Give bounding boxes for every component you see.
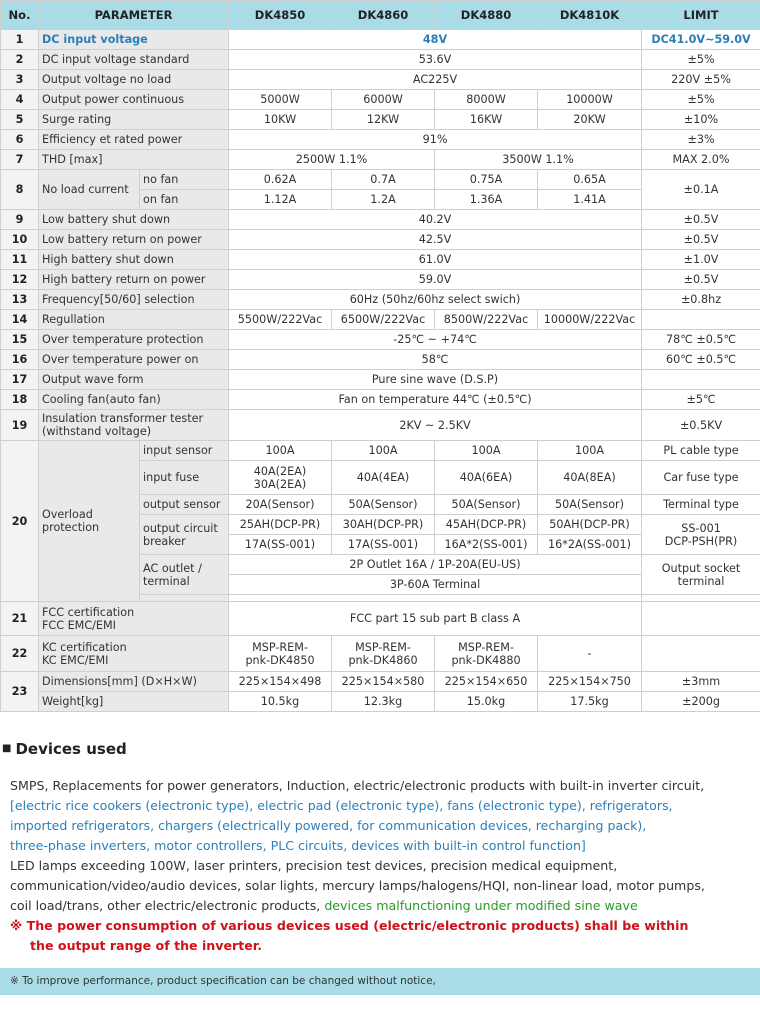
row-value-2: 0.7A <box>332 170 435 190</box>
header-no: No. <box>1 1 39 30</box>
table-row <box>1 90 760 110</box>
row-value-3: 16A*2(SS-001) <box>435 535 538 555</box>
row-value-1: 5000W <box>229 90 332 110</box>
row-param <box>39 441 140 602</box>
row-limit <box>642 602 760 636</box>
row-limit: MAX 2.0% <box>642 150 760 170</box>
row-param: High battery return on power <box>39 270 229 290</box>
row-no: 20 <box>1 441 39 602</box>
notice-text: ※ To improve performance, product specification can be changed without notice, <box>10 975 436 987</box>
devices-line-text: coil load/trans, other electric/electronic products, <box>10 898 325 913</box>
devices-line: LED lamps exceeding 100W, laser printers, precision test devices, precision medical equipment, <box>10 858 618 873</box>
row-value-34: 3500W 1.1% <box>435 150 642 170</box>
row-param-line-1: KC certification <box>42 640 127 654</box>
row-param: Surge rating <box>39 110 229 130</box>
row-value: 42.5V <box>229 230 642 250</box>
row-value: 2P Outlet 16A / 1P-20A(EU-US) <box>229 555 642 575</box>
row-no: 3 <box>1 70 39 90</box>
row-value-spacer <box>229 595 642 602</box>
row-value-1: 5500W/222Vac <box>229 310 332 330</box>
row-no: 5 <box>1 110 39 130</box>
row-param: Output wave form <box>39 370 229 390</box>
row-no: 13 <box>1 290 39 310</box>
table-row <box>1 210 760 230</box>
header-row <box>1 1 760 30</box>
row-value-2: 6000W <box>332 90 435 110</box>
table-row <box>1 310 760 330</box>
row-param <box>39 636 229 672</box>
devices-body <box>10 776 760 956</box>
row-value-line-2: pnk-DK4860 <box>348 653 418 667</box>
row-param: High battery shut down <box>39 250 229 270</box>
row-value-1: 10KW <box>229 110 332 130</box>
row-limit: ±0.5KV <box>642 410 760 441</box>
table-row <box>1 672 760 692</box>
row-limit-line-2: DCP-PSH(PR) <box>664 534 738 548</box>
row-value: Pure sine wave (D.S.P) <box>229 370 642 390</box>
row-value-line-2: pnk-DK4850 <box>245 653 315 667</box>
row-value: -25℃ ~ +74℃ <box>229 330 642 350</box>
table-row <box>1 390 760 410</box>
row-value-3: 15.0kg <box>435 692 538 712</box>
header-model-2: DK4860 <box>332 1 435 30</box>
devices-line <box>10 896 760 916</box>
row-value: 53.6V <box>229 50 642 70</box>
row-value-line-2: 30A(2EA) <box>253 477 307 491</box>
row-subparam: input fuse <box>140 461 229 495</box>
row-value-3: 0.75A <box>435 170 538 190</box>
row-value: Fan on temperature 44℃ (±0.5℃) <box>229 390 642 410</box>
table-row <box>1 441 760 461</box>
row-param: DC input voltage <box>39 30 229 50</box>
row-value-2: 50A(Sensor) <box>332 495 435 515</box>
row-value-3: 8500W/222Vac <box>435 310 538 330</box>
row-limit <box>642 636 760 672</box>
row-value-3: 45AH(DCP-PR) <box>435 515 538 535</box>
row-limit: ±0.8hz <box>642 290 760 310</box>
row-value-4: 17.5kg <box>538 692 642 712</box>
row-subparam-line-1: output circuit <box>143 521 218 535</box>
row-value: 40.2V <box>229 210 642 230</box>
table-row <box>1 110 760 130</box>
row-limit: 60℃ ±0.5℃ <box>642 350 760 370</box>
row-value-2: 225×154×580 <box>332 672 435 692</box>
row-subparam: output sensor <box>140 495 229 515</box>
row-value-3: 1.36A <box>435 190 538 210</box>
devices-line-highlight: devices malfunctioning under modified sine wave <box>324 898 638 913</box>
row-value-2: 30AH(DCP-PR) <box>332 515 435 535</box>
row-value-4: 10000W/222Vac <box>538 310 642 330</box>
row-limit: ±5% <box>642 50 760 70</box>
devices-title <box>2 740 760 758</box>
row-param: No load current <box>39 170 140 210</box>
row-value-4: 225×154×750 <box>538 672 642 692</box>
notice-bar <box>0 968 760 995</box>
row-param: Output voltage no load <box>39 70 229 90</box>
row-no: 10 <box>1 230 39 250</box>
devices-line: SMPS, Replacements for power generators, Induction, electric/electronic products with built-in inverter circuit, <box>10 778 705 793</box>
row-value: 48V <box>229 30 642 50</box>
table-row <box>1 330 760 350</box>
warning-line: ※ The power consumption of various devices used (electric/electronic products) shall be within <box>10 918 689 933</box>
row-limit-line-1: SS-001 <box>681 521 721 535</box>
row-param: Dimensions[mm] (D×H×W) <box>39 672 229 692</box>
row-value-line-2: pnk-DK4880 <box>451 653 521 667</box>
row-no: 2 <box>1 50 39 70</box>
row-value-3: 50A(Sensor) <box>435 495 538 515</box>
row-param: THD [max] <box>39 150 229 170</box>
row-value-3: 8000W <box>435 90 538 110</box>
row-param: DC input voltage standard <box>39 50 229 70</box>
table-row <box>1 410 760 441</box>
devices-line: [electric rice cookers (electronic type), electric pad (electronic type), fans (electronic type), refrigerators, <box>10 798 673 813</box>
row-value-1 <box>229 461 332 495</box>
row-param: Over temperature power on <box>39 350 229 370</box>
row-limit-line-2: terminal <box>677 574 725 588</box>
row-value-3: 225×154×650 <box>435 672 538 692</box>
row-value-4: 20KW <box>538 110 642 130</box>
row-subparam <box>140 515 229 555</box>
table-row <box>1 170 760 190</box>
row-value: 2KV ~ 2.5KV <box>229 410 642 441</box>
header-model-4: DK4810K <box>538 1 642 30</box>
row-value: 60Hz (50hz/60hz select swich) <box>229 290 642 310</box>
row-limit: Car fuse type <box>642 461 760 495</box>
row-no: 21 <box>1 602 39 636</box>
row-param: Efficiency et rated power <box>39 130 229 150</box>
row-value-4: 16*2A(SS-001) <box>538 535 642 555</box>
row-limit: PL cable type <box>642 441 760 461</box>
devices-line: three-phase inverters, motor controllers, PLC circuits, devices with built-in control function] <box>10 838 586 853</box>
row-value: 59.0V <box>229 270 642 290</box>
row-value-1: 0.62A <box>229 170 332 190</box>
row-param-line-1: FCC certification <box>42 605 135 619</box>
row-value-1: 225×154×498 <box>229 672 332 692</box>
row-value-2: 17A(SS-001) <box>332 535 435 555</box>
table-row <box>1 30 760 50</box>
row-param: Regullation <box>39 310 229 330</box>
row-param-line-2: KC EMC/EMI <box>42 653 109 667</box>
row-limit: ±3mm <box>642 672 760 692</box>
row-value: 3P-60A Terminal <box>229 575 642 595</box>
row-value-3: 16KW <box>435 110 538 130</box>
row-value: FCC part 15 sub part B class A <box>229 602 642 636</box>
row-param-line-1: Overload <box>42 508 93 521</box>
row-no: 11 <box>1 250 39 270</box>
row-param <box>39 602 229 636</box>
row-value-2: 1.2A <box>332 190 435 210</box>
table-row <box>1 50 760 70</box>
row-param-line-2: (withstand voltage) <box>42 425 152 438</box>
bullet-icon: ■ <box>2 743 12 754</box>
table-row <box>1 290 760 310</box>
row-value-3: 100A <box>435 441 538 461</box>
row-subparam: on fan <box>140 190 229 210</box>
devices-title-text: Devices used <box>15 740 127 758</box>
row-value-4: - <box>538 636 642 672</box>
row-value-4: 100A <box>538 441 642 461</box>
row-param-line-2: FCC EMC/EMI <box>42 618 116 632</box>
row-limit: ±5℃ <box>642 390 760 410</box>
row-no: 23 <box>1 672 39 712</box>
row-param: Over temperature protection <box>39 330 229 350</box>
header-model-1: DK4850 <box>229 1 332 30</box>
row-no: 16 <box>1 350 39 370</box>
table-row <box>1 636 760 672</box>
row-value: 61.0V <box>229 250 642 270</box>
row-value-3: 40A(6EA) <box>435 461 538 495</box>
row-param: Cooling fan(auto fan) <box>39 390 229 410</box>
row-no: 22 <box>1 636 39 672</box>
devices-line: imported refrigerators, chargers (electrically powered, for communication devices, recharging pack), <box>10 818 647 833</box>
row-value-line-1: MSP-REM- <box>458 640 514 654</box>
row-no: 12 <box>1 270 39 290</box>
row-value-1: 10.5kg <box>229 692 332 712</box>
row-subparam-line-1: AC outlet / <box>143 561 202 575</box>
row-value-1: 1.12A <box>229 190 332 210</box>
row-subparam: input sensor <box>140 441 229 461</box>
table-row <box>1 270 760 290</box>
row-value-2: 40A(4EA) <box>332 461 435 495</box>
row-no: 19 <box>1 410 39 441</box>
row-value-line-1: MSP-REM- <box>252 640 308 654</box>
row-value: 58℃ <box>229 350 642 370</box>
row-limit <box>642 370 760 390</box>
row-limit-spacer <box>642 595 760 602</box>
table-row <box>1 250 760 270</box>
devices-section <box>0 740 760 956</box>
row-limit: ±1.0V <box>642 250 760 270</box>
row-limit: Terminal type <box>642 495 760 515</box>
warning-line: the output range of the inverter. <box>30 938 262 953</box>
row-value-4: 50AH(DCP-PR) <box>538 515 642 535</box>
table-row <box>1 150 760 170</box>
row-value-2: 6500W/222Vac <box>332 310 435 330</box>
row-no: 18 <box>1 390 39 410</box>
row-subparam-line-2: breaker <box>143 534 186 548</box>
row-limit: ±0.5V <box>642 270 760 290</box>
row-param-line-2: protection <box>42 521 100 534</box>
row-param <box>39 410 229 441</box>
row-limit: ±0.5V <box>642 210 760 230</box>
row-no: 14 <box>1 310 39 330</box>
header-limit: LIMIT <box>642 1 760 30</box>
row-value-2: 100A <box>332 441 435 461</box>
row-limit: 220V ±5% <box>642 70 760 90</box>
row-param-line-1: Insulation transformer tester <box>42 412 204 425</box>
table-row <box>1 692 760 712</box>
row-param: Output power continuous <box>39 90 229 110</box>
row-value-4: 40A(8EA) <box>538 461 642 495</box>
row-limit: ±10% <box>642 110 760 130</box>
row-limit: ±5% <box>642 90 760 110</box>
table-row <box>1 130 760 150</box>
row-value-line-1: 40A(2EA) <box>253 464 307 478</box>
row-no: 6 <box>1 130 39 150</box>
row-limit <box>642 555 760 595</box>
row-value-1: 17A(SS-001) <box>229 535 332 555</box>
row-value-1: 100A <box>229 441 332 461</box>
table-row <box>1 230 760 250</box>
row-value-4: 0.65A <box>538 170 642 190</box>
row-subparam: no fan <box>140 170 229 190</box>
row-no: 4 <box>1 90 39 110</box>
row-value: 91% <box>229 130 642 150</box>
header-parameter: PARAMETER <box>39 1 229 30</box>
row-limit: 78℃ ±0.5℃ <box>642 330 760 350</box>
row-subparam <box>140 555 229 595</box>
table-row <box>1 602 760 636</box>
row-value-12: 2500W 1.1% <box>229 150 435 170</box>
row-param: Low battery shut down <box>39 210 229 230</box>
row-subparam-line-2: terminal <box>143 574 190 588</box>
row-limit: ±200g <box>642 692 760 712</box>
row-no: 1 <box>1 30 39 50</box>
row-value-4: 10000W <box>538 90 642 110</box>
row-limit <box>642 310 760 330</box>
row-value-2: 12KW <box>332 110 435 130</box>
devices-line: communication/video/audio devices, solar lights, mercury lamps/halogens/HQI, non-linear load, motor pumps, <box>10 878 705 893</box>
row-param: Frequency[50/60] selection <box>39 290 229 310</box>
row-limit: ±0.5V <box>642 230 760 250</box>
row-limit: ±0.1A <box>642 170 760 210</box>
row-value-4: 50A(Sensor) <box>538 495 642 515</box>
table-row <box>1 350 760 370</box>
row-limit: ±3% <box>642 130 760 150</box>
row-param: Low battery return on power <box>39 230 229 250</box>
row-subparam-spacer <box>140 595 229 602</box>
row-limit-line-1: Output socket <box>661 561 741 575</box>
row-no: 17 <box>1 370 39 390</box>
row-value-3 <box>435 636 538 672</box>
row-limit <box>642 515 760 555</box>
row-value-1: 25AH(DCP-PR) <box>229 515 332 535</box>
row-value-4: 1.41A <box>538 190 642 210</box>
row-no: 8 <box>1 170 39 210</box>
row-limit: DC41.0V~59.0V <box>642 30 760 50</box>
row-param: Weight[kg] <box>39 692 229 712</box>
table-row <box>1 70 760 90</box>
row-no: 7 <box>1 150 39 170</box>
row-no: 9 <box>1 210 39 230</box>
row-value-2 <box>332 636 435 672</box>
table-row <box>1 370 760 390</box>
row-value: AC225V <box>229 70 642 90</box>
row-value-1 <box>229 636 332 672</box>
row-no: 15 <box>1 330 39 350</box>
row-value-2: 12.3kg <box>332 692 435 712</box>
header-model-3: DK4880 <box>435 1 538 30</box>
row-value-line-1: MSP-REM- <box>355 640 411 654</box>
row-value-1: 20A(Sensor) <box>229 495 332 515</box>
